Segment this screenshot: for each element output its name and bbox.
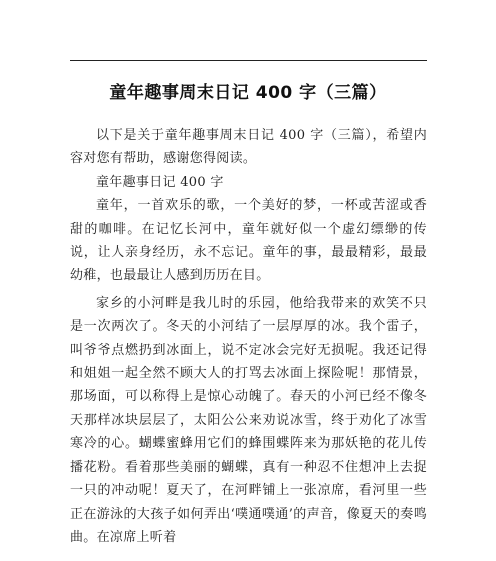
intro-paragraph: 以下是关于童年趣事周末日记 400 字（三篇），希望内容对您有帮助，感谢您得阅读。 [70,128,427,167]
body-paragraph-1: 童年，一首欢乐的歌，一个美好的梦，一杯或苦涩或香甜的咖啡。在记忆长河中，童年就好似一个虚幻缥缈的传说，让人亲身经历，永不忘记。童年的事，最最精彩，最最幼稚，也最最让人感到历历在目。 [70,198,427,284]
header-divider [70,60,427,61]
body-paragraph-2: 家乡的小河畔是我儿时的乐园，他给我带来的欢笑不只是一次两次了。冬天的小河结了一层厚厚的冰。我个雷子，叫爷爷点燃扔到冰面上，说不定冰会完好无损呢。我还记得和姐姐一起全然不顾大人的打骂去冰面上探险呢！那情景，那场面，可以称得上是惊心动魄了。春天的小河已经不像冬天那样冰块层层了，太阳公公来劝说冰雪，终于劝化了冰雪寒冷的心。蝴蝶蜜蜂用它们的蜂围蝶阵来为那妖艳的花儿传播花粉。看着那些美丽的蝴蝶，真有一种忍不住想冲上去捉一只的冲动呢！夏天了，在河畔铺上一张凉席，看河里一些正在游泳的大孩子如何弄出‘噗通噗通’的声音，像夏天的奏鸣曲。在凉席上听着 [70,295,427,545]
document-body [70,124,427,549]
section-heading: 童年趣事日记 400 字 [96,174,224,190]
document-title: 童年趣事周末日记 400 字（三篇） [109,83,387,103]
